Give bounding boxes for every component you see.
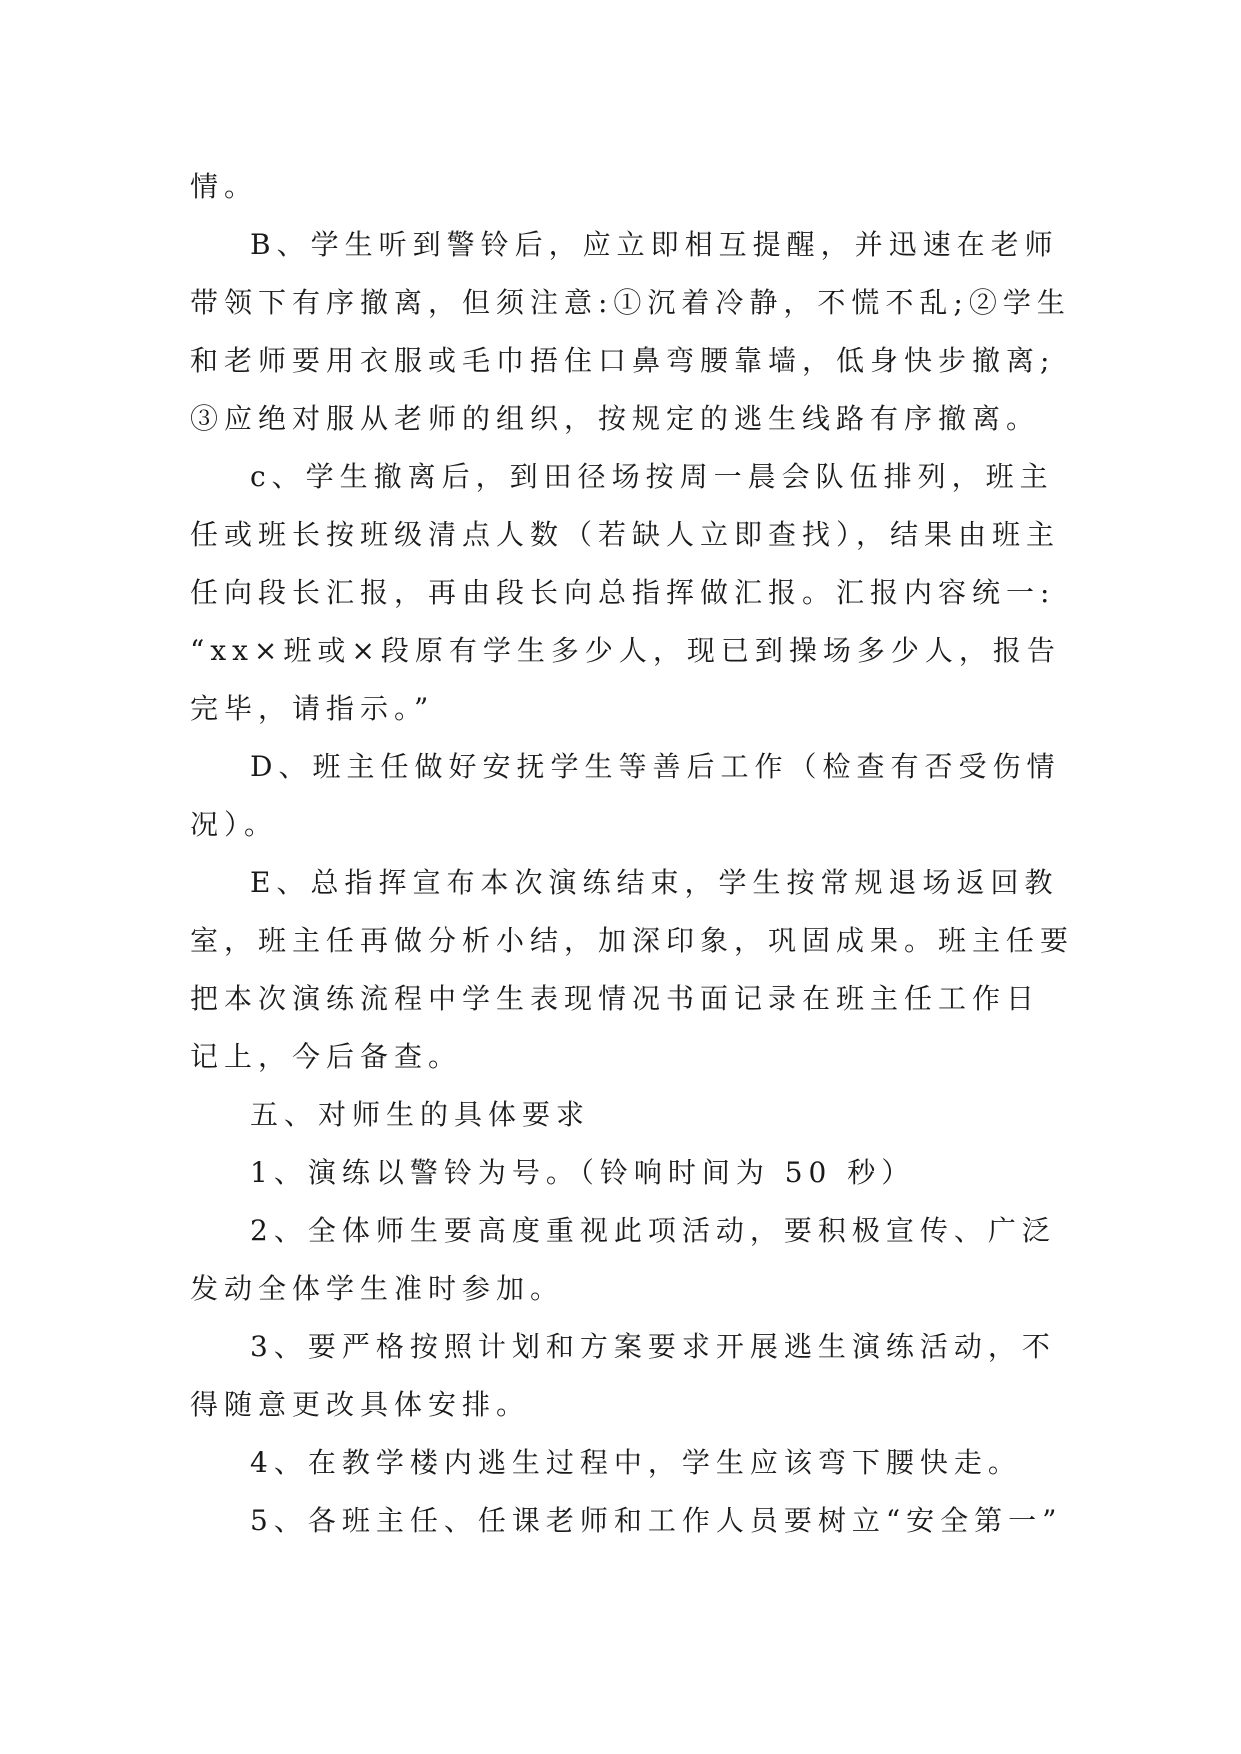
text-line: 记上，今后备查。 xyxy=(190,1040,463,1073)
requirement-4 xyxy=(190,1434,1056,1492)
text-line: 2、全体师生要高度重视此项活动，要积极宣传、广泛 xyxy=(250,1214,1056,1247)
text-line: 任向段长汇报，再由段长向总指挥做汇报。汇报内容统一: xyxy=(190,576,1056,609)
text-line: 把本次演练流程中学生表现情况书面记录在班主任工作日 xyxy=(190,982,1041,1015)
requirement-2 xyxy=(190,1202,1056,1318)
requirement-3 xyxy=(190,1318,1056,1434)
text-line: D、班主任做好安抚学生等善后工作（检查有否受伤情 xyxy=(250,750,1061,783)
section-heading: 五、对师生的具体要求 xyxy=(250,1098,591,1131)
text-line: 任或班长按班级清点人数（若缺人立即查找），结果由班主 xyxy=(190,518,1061,551)
text-line: “xx×班或×段原有学生多少人，现已到操场多少人，报告 xyxy=(190,634,1061,667)
requirement-1 xyxy=(190,1144,1056,1202)
text-line: 3、要严格按照计划和方案要求开展逃生演练活动，不 xyxy=(250,1330,1056,1363)
text-line: 完毕，请指示。” xyxy=(190,692,435,725)
text-line: E、总指挥宣布本次演练结束，学生按常规退场返回教 xyxy=(250,866,1059,899)
text-line: 室，班主任再做分析小结，加深印象，巩固成果。班主任要 xyxy=(190,924,1075,957)
section-heading-5 xyxy=(190,1086,1056,1144)
requirement-5 xyxy=(190,1492,1063,1550)
text-line: 1、演练以警铃为号。（铃响时间为 50 秒） xyxy=(250,1156,916,1189)
paragraph-e xyxy=(190,854,1075,1086)
paragraph-d xyxy=(190,738,1061,854)
text-line: ③应绝对服从老师的组织，按规定的逃生线路有序撤离。 xyxy=(190,402,1041,435)
text-line: 情。 xyxy=(190,170,259,203)
text-line: 得随意更改具体安排。 xyxy=(190,1388,531,1421)
paragraph-continuation xyxy=(190,158,1056,216)
document-body xyxy=(190,158,1075,1550)
text-line: B、学生听到警铃后，应立即相互提醒，并迅速在老师 xyxy=(250,228,1059,261)
text-line: 况）。 xyxy=(190,808,279,841)
paragraph-c xyxy=(190,448,1061,738)
text-line: 4、在教学楼内逃生过程中，学生应该弯下腰快走。 xyxy=(250,1446,1022,1479)
text-line: 发动全体学生准时参加。 xyxy=(190,1272,565,1305)
text-line: 和老师要用衣服或毛巾捂住口鼻弯腰靠墙，低身快步撤离; xyxy=(190,344,1056,377)
text-line: c、学生撤离后，到田径场按周一晨会队伍排列，班主 xyxy=(250,460,1054,493)
text-line: 5、各班主任、任课老师和工作人员要树立“安全第一” xyxy=(250,1504,1063,1537)
paragraph-b xyxy=(190,216,1071,448)
text-line: 带领下有序撤离，但须注意:①沉着冷静，不慌不乱;②学生 xyxy=(190,286,1071,319)
